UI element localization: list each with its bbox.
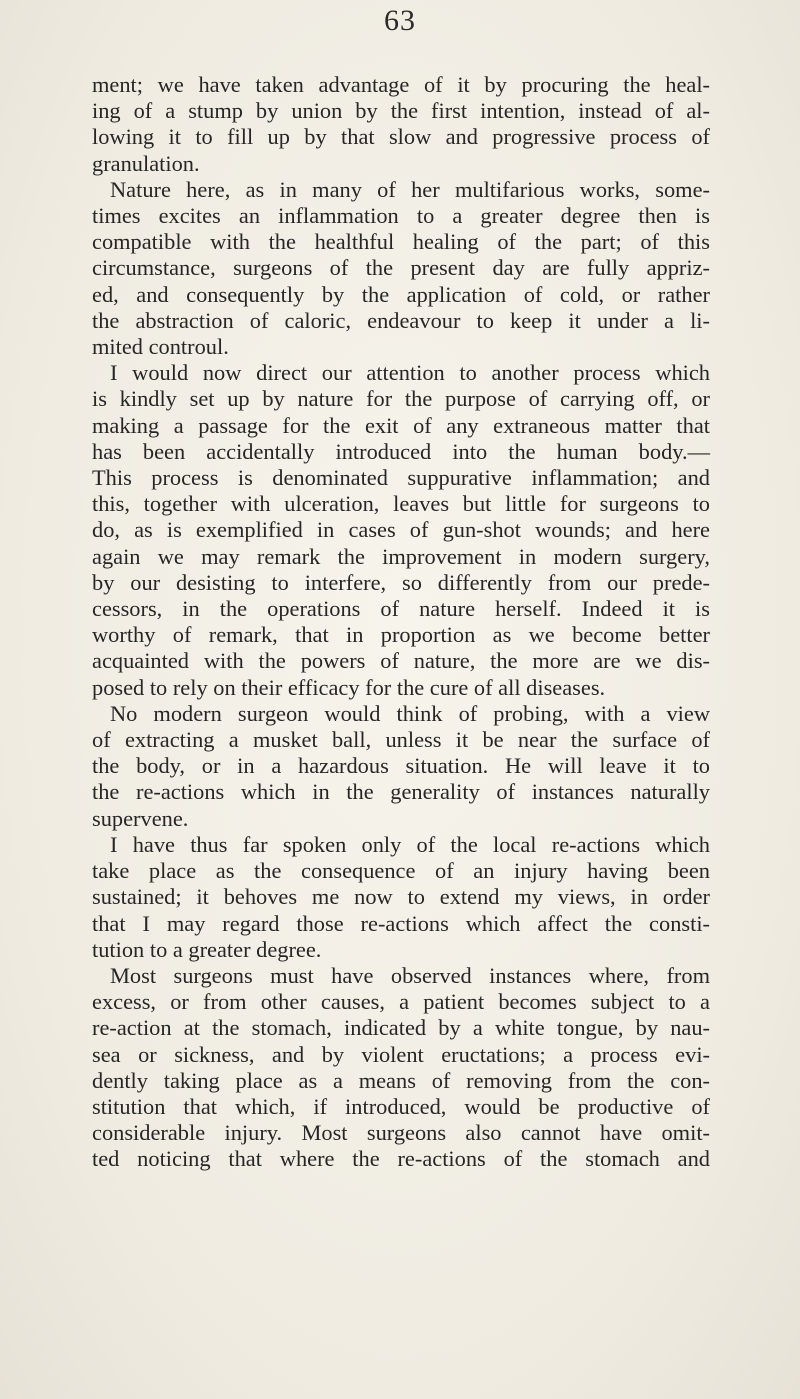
text-line: excess, or from other causes, a patient becomes subject to a — [92, 989, 710, 1015]
text-line: the abstraction of caloric, endeavour to keep it under a li- — [92, 307, 710, 333]
text-line: This process is denominated suppurative inflammation; and — [92, 465, 710, 491]
text-line: making a passage for the exit of any extraneous matter that — [92, 412, 710, 438]
text-line: of extracting a musket ball, unless it be near the surface of — [92, 727, 710, 753]
text-line: mited controul. — [92, 334, 229, 360]
paragraph — [92, 832, 710, 963]
text-line: again we may remark the improvement in modern surgery, — [92, 543, 710, 569]
text-line: Nature here, as in many of her multifarious works, some- — [110, 176, 710, 202]
text-line: sea or sickness, and by violent eructations; a process evi- — [92, 1041, 710, 1067]
text-line: granulation. — [92, 150, 200, 176]
text-line: by our desisting to interfere, so differently from our prede- — [92, 569, 710, 595]
text-line: stitution that which, if introduced, would be productive of — [92, 1093, 710, 1119]
text-line: worthy of remark, that in proportion as we become better — [92, 622, 710, 648]
body-text — [92, 72, 710, 1173]
text-line: the re-actions which in the generality of instances naturally — [92, 779, 710, 805]
text-line: re-action at the stomach, indicated by a white tongue, by nau- — [92, 1015, 710, 1041]
text-line: ted noticing that where the re-actions of the stomach and — [92, 1146, 710, 1172]
text-line: Most surgeons must have observed instances where, from — [110, 962, 710, 988]
text-line: sustained; it behoves me now to extend my views, in order — [92, 884, 710, 910]
text-line: tution to a greater degree. — [92, 936, 322, 962]
text-line: I would now direct our attention to another process which — [110, 360, 710, 386]
text-line: dently taking place as a means of removing from the con- — [92, 1067, 710, 1093]
text-line: supervene. — [92, 805, 189, 831]
page-number: 63 — [384, 4, 416, 37]
paragraph — [92, 963, 710, 1173]
text-line: take place as the consequence of an injury having been — [92, 858, 710, 884]
text-line: posed to rely on their efficacy for the cure of all diseases. — [92, 674, 606, 700]
text-line: acquainted with the powers of nature, the more are we dis- — [92, 648, 710, 674]
text-line: ing of a stump by union by the first intention, instead of al- — [92, 98, 710, 124]
text-line: is kindly set up by nature for the purpose of carrying off, or — [92, 386, 710, 412]
text-line: No modern surgeon would think of probing, with a view — [110, 700, 710, 726]
text-line: circumstance, surgeons of the present day are fully appriz- — [92, 255, 710, 281]
text-line: compatible with the healthful healing of the part; of this — [92, 229, 710, 255]
text-line: this, together with ulceration, leaves but little for surgeons to — [92, 491, 710, 517]
text-line: that I may regard those re-actions which affect the consti- — [92, 910, 710, 936]
text-line: ment; we have taken advantage of it by procuring the heal- — [92, 72, 710, 97]
text-line: considerable injury. Most surgeons also cannot have omit- — [92, 1120, 710, 1146]
paragraph — [92, 701, 710, 832]
text-line: has been accidentally introduced into the human body.— — [92, 438, 710, 464]
paragraph — [92, 360, 710, 701]
text-line: do, as is exemplified in cases of gun-shot wounds; and here — [92, 517, 710, 543]
text-line: I have thus far spoken only of the local re-actions which — [110, 831, 710, 857]
text-line: ed, and consequently by the application of cold, or rather — [92, 281, 710, 307]
paragraph — [92, 177, 710, 360]
text-line: the body, or in a hazardous situation. He will leave it to — [92, 753, 710, 779]
text-line: cessors, in the operations of nature herself. Indeed it is — [92, 596, 710, 622]
paragraph — [92, 72, 710, 177]
text-line: times excites an inflammation to a greater degree then is — [92, 203, 710, 229]
text-line: lowing it to fill up by that slow and progressive process of — [92, 124, 710, 150]
